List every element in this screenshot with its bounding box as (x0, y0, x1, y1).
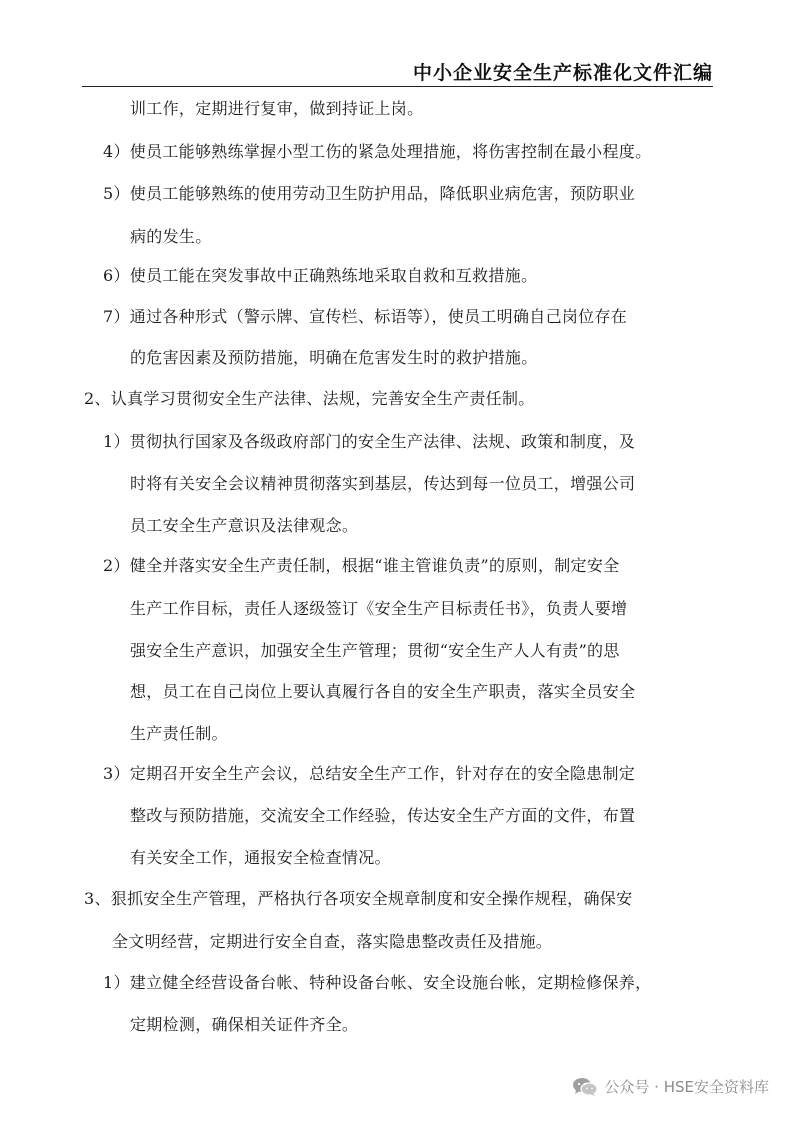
text-line: 生产责任制。 (130, 724, 228, 743)
watermark (572, 1076, 769, 1097)
header-divider (82, 86, 713, 87)
text-line: 的危害因素及预防措施，明确在危害发生时的救护措施。 (130, 348, 538, 367)
text-line: 员工安全生产意识及法律观念。 (130, 516, 359, 535)
wechat-icon (572, 1077, 598, 1097)
text-line: 生产工作目标，责任人逐级签订《安全生产目标责任书》，负责人要增 (130, 599, 628, 618)
watermark-text: 公众号 · HSE安全资料库 (604, 1078, 769, 1096)
text-line: 4）使员工能够熟练掌握小型工伤的紧急处理措施，将伤害控制在最小程度。 (103, 142, 652, 161)
text-line: 病的发生。 (130, 227, 212, 246)
text-line: 想，员工在自己岗位上要认真履行各自的安全生产职责，落实全员安全 (130, 682, 636, 701)
section-heading-3: 3、狠抓安全生产管理，严格执行各项安全规章制度和安全操作规程，确保安 (84, 889, 633, 908)
text-line: 3）定期召开安全生产会议，总结安全生产工作，针对存在的安全隐患制定 (103, 764, 636, 783)
text-line: 1）建立健全经营设备台帐、特种设备台帐、安全设施台帐，定期检修保养， (103, 973, 652, 992)
section-heading-2: 2、认真学习贯彻安全生产法律、法规，完善安全生产责任制。 (84, 389, 535, 408)
text-line: 6）使员工能在突发事故中正确熟练地采取自救和互救措施。 (103, 266, 538, 285)
text-line: 定期检测，确保相关证件齐全。 (130, 1015, 359, 1034)
text-line: 强安全生产意识，加强安全生产管理；贯彻“安全生产人人有责”的思 (130, 641, 620, 660)
text-line: 7）通过各种形式（警示牌、宣传栏、标语等），使员工明确自己岗位存在 (103, 307, 628, 326)
text-line: 整改与预防措施，交流安全工作经验，传达安全生产方面的文件，布置 (130, 806, 636, 825)
text-line: 2）健全并落实安全生产责任制，根据“谁主管谁负责”的原则，制定安全 (103, 556, 620, 575)
text-line: 训工作，定期进行复审，做到持证上岗。 (130, 99, 424, 118)
document-header-title: 中小企业安全生产标准化文件汇编 (412, 62, 713, 84)
text-line: 时将有关安全会议精神贯彻落实到基层，传达到每一位员工，增强公司 (130, 474, 636, 493)
text-line: 全文明经营，定期进行安全自查，落实隐患整改责任及措施。 (112, 932, 553, 951)
text-line: 1）贯彻执行国家及各级政府部门的安全生产法律、法规、政策和制度，及 (103, 432, 636, 451)
text-line: 5）使员工能够熟练的使用劳动卫生防护用品，降低职业病危害，预防职业 (103, 184, 636, 203)
text-line: 有关安全工作，通报安全检查情况。 (130, 848, 391, 867)
